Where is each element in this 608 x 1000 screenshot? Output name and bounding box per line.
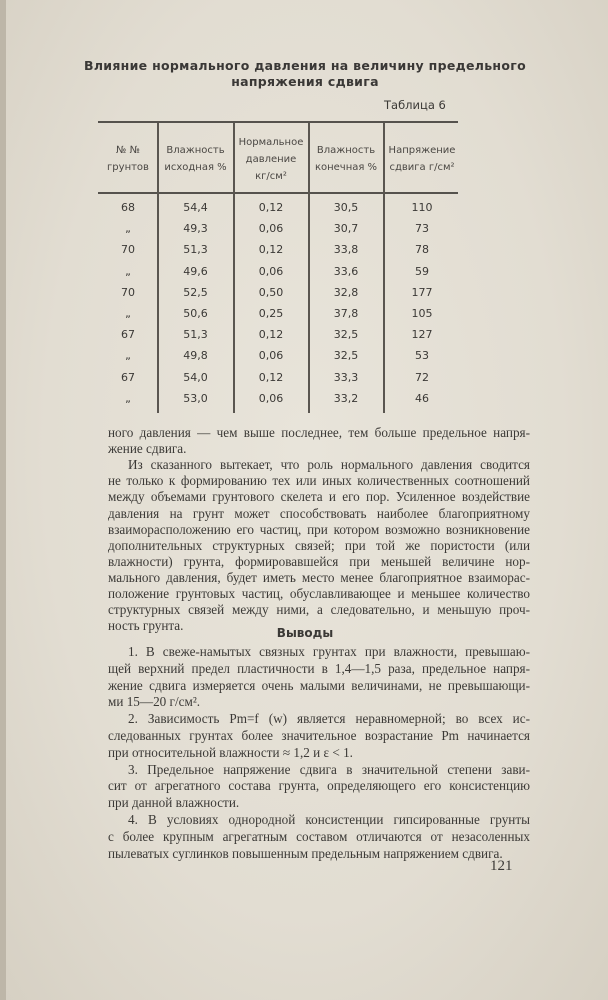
table-top-rule (98, 121, 458, 123)
table-cell: „ (125, 349, 131, 363)
text-line: между объемами грунтового скелета и его пор. Усиленное воздействие (108, 489, 530, 505)
table-cell: 54,4 (183, 201, 208, 214)
table-title-line-2: напряжения сдвига (231, 74, 379, 89)
column-header (234, 128, 308, 190)
table-cell: „ (125, 222, 131, 236)
page-edge (0, 0, 6, 1000)
table-label: Таблица 6 (384, 98, 446, 112)
table-cell: 78 (415, 243, 429, 257)
table-cell: 0,25 (258, 307, 284, 320)
table-row (98, 328, 458, 348)
column-header-text: Влажность (316, 145, 376, 156)
conclusion-line: 4. В условиях однородной консистенции гипсированные грунты (128, 812, 530, 827)
table-cell: 0,06 (258, 222, 284, 236)
table-title-line-1: Влияние нормального давления на величину предельного (84, 58, 526, 73)
table-cell: 37,8 (333, 307, 359, 320)
table-cell: 72 (415, 370, 429, 384)
table-cell: 70 (121, 243, 135, 257)
table-cell: 73 (415, 222, 429, 236)
table-cell: 0,12 (258, 370, 284, 384)
table-cell: 67 (121, 328, 135, 342)
table-cell: „ (125, 307, 131, 320)
conclusion-line: 3. Предельное напряжение сдвига в значительной степени зави- (128, 761, 530, 777)
table-cell: 0,12 (258, 328, 284, 342)
table-cell: 51,3 (183, 243, 208, 257)
conclusion-line: сит от агрегатного состава грунта, определяющего его консистенцию (108, 778, 530, 794)
table-row (98, 307, 458, 327)
text-line: мального давления, будет иметь место менее благоприятное взаиморас- (108, 569, 530, 585)
column-header-text: Нормальное (238, 136, 304, 148)
table-cell: 59 (415, 264, 429, 278)
conclusions-heading: Выводы (276, 626, 334, 640)
table-cell: 54,0 (183, 370, 208, 384)
table-cell: 33,6 (333, 264, 359, 278)
table-cell: 0,06 (258, 391, 284, 405)
table-row (98, 371, 458, 391)
table-cell: 52,5 (183, 285, 208, 299)
column-header-text: Напряжение (388, 145, 456, 156)
text-line: влажности) грунта, формировавшейся при меньшей величине нор- (108, 553, 530, 569)
table-cell: 53 (415, 349, 429, 363)
table-cell: 49,3 (183, 222, 208, 236)
text-line: ность грунта. (108, 618, 184, 634)
table-row (98, 243, 458, 263)
table-cell: „ (125, 391, 131, 405)
table-cell: 0,06 (258, 264, 284, 278)
table-cell: 33,8 (333, 243, 359, 257)
page-number: 121 (490, 858, 513, 874)
conclusion-line: 2. Зависимость Pm=f (w) является неравномерной; во всех ис- (128, 711, 530, 727)
table-cell: 32,5 (333, 349, 359, 363)
table-cell: 177 (411, 285, 433, 299)
table-row (98, 286, 458, 306)
conclusion-line: с более крупным агрегатным составом отличаются от незасоленных (108, 828, 530, 844)
table-cell: 46 (415, 391, 429, 405)
conclusion-line: ми 15—20 г/см². (108, 694, 201, 710)
column-header-text: Влажность (166, 145, 225, 156)
table-cell: 110 (411, 201, 433, 214)
column-header (158, 128, 233, 190)
table-cell: 0,06 (258, 349, 284, 363)
table-cell: 49,8 (183, 349, 208, 363)
table-header-rule (98, 192, 458, 194)
column-header-text: сдвига г/см² (389, 162, 455, 173)
table-cell: „ (125, 264, 131, 278)
table-cell: 32,5 (333, 328, 359, 342)
table-cell: 70 (121, 285, 135, 299)
column-header-text: кг/см² (255, 170, 287, 182)
table-cell: 33,3 (333, 370, 359, 384)
column-header (98, 128, 158, 190)
table-cell: 67 (121, 370, 135, 384)
column-header (309, 128, 383, 190)
table-cell: 68 (121, 201, 135, 214)
text-line: Из сказанного вытекает, что роль нормального давления сводится (128, 457, 530, 473)
table-row (98, 201, 458, 221)
text-line: ного давления — чем выше последнее, тем больше предельное напря- (108, 425, 530, 440)
column-header-text: давление (245, 153, 297, 165)
table-cell: 0,12 (258, 201, 284, 214)
conclusion-line: следованных грунтах более значительное возрастание Pm начинается (108, 728, 530, 743)
table-row (98, 222, 458, 242)
text-line: взаиморасположению его частиц, при котором возможно возникновение (108, 521, 530, 537)
column-header-text: исходная % (164, 162, 227, 173)
text-line: дополнительных структурных связей; при той же пористости (или (108, 537, 530, 553)
conclusion-line: при данной влажности. (108, 795, 240, 811)
text-line: жение сдвига. (108, 441, 187, 457)
text-line: положение грунтовых частиц, обуславливающее и меньшее количество (108, 586, 530, 601)
text-line: не только к формированию тех или иных количественных соотношений (108, 473, 530, 489)
column-header-text: № № (116, 145, 140, 156)
table-cell: 127 (411, 328, 433, 342)
table-cell: 105 (411, 307, 433, 320)
table-cell: 53,0 (183, 391, 208, 405)
table-cell: 50,6 (183, 307, 208, 320)
table-cell: 0,12 (258, 243, 284, 257)
conclusion-line: 1. В свеже-намытых связных грунтах при влажности, превышаю- (128, 644, 530, 659)
table-cell: 30,5 (333, 201, 359, 214)
table-row (98, 349, 458, 369)
column-header-text: грунтов (107, 162, 149, 173)
text-line: структурных связей между ними, а следовательно, и меньшую проч- (108, 602, 530, 618)
table-cell: 32,8 (333, 285, 359, 299)
conclusion-line: жение сдвига измеряется очень малыми величинами, не превышающи- (108, 677, 530, 693)
text-line: давления на грунт может способствовать наиболее благоприятному (108, 505, 530, 521)
conclusion-line: пылеватых суглинков повышенным предельным напряжением сдвига. (108, 845, 503, 861)
column-header (384, 128, 460, 190)
table-cell: 30,7 (333, 222, 359, 236)
conclusion-line: щей верхний предел пластичности в 1,4—1,5 раза, предельное напря- (108, 660, 530, 676)
table-row (98, 265, 458, 285)
table-cell: 0,50 (258, 285, 284, 299)
conclusion-line: при относительной влажности ≈ 1,2 и ε < 1. (108, 744, 353, 760)
table-cell: 51,3 (183, 328, 208, 342)
table-cell: 33,2 (333, 391, 359, 405)
table-cell: 49,6 (183, 264, 208, 278)
column-header-text: конечная % (314, 162, 378, 173)
table-row (98, 392, 458, 412)
